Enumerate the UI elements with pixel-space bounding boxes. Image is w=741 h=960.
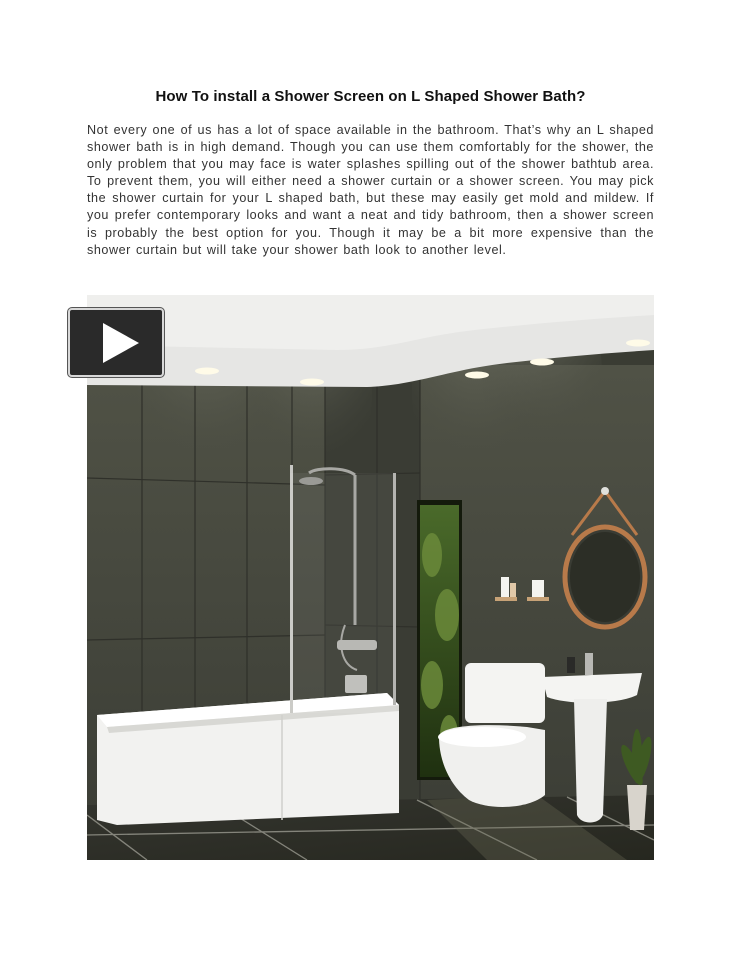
body-paragraph: Not every one of us has a lot of space available in the bathroom. That’s why an L shaped shower bath is in high demand. Though you can use them comfortably for the shower, the only problem that you may face is water splashes spilling out of the shower bathtub area. To prevent them, you will either need a shower curtain or a shower screen. You may pick the shower curtain for your L shaped bath, but these may easily get mold and mildew. If you prefer contemporary looks and want a neat and tidy bathroom, then a shower screen is probably the best option for you. Though it may be a bit more expensive than the shower curtain but will take your shower bath look to another level. bbox=[87, 123, 654, 257]
video-play-button[interactable] bbox=[68, 308, 164, 377]
basin-tap bbox=[585, 653, 593, 675]
shower-head bbox=[299, 477, 323, 485]
basin bbox=[542, 673, 642, 703]
shelf bbox=[495, 597, 517, 601]
shower-valve bbox=[337, 640, 377, 650]
plant-pot bbox=[627, 785, 647, 830]
pedestal bbox=[574, 699, 607, 823]
page-title: How To install a Shower Screen on L Shaped Shower Bath? bbox=[155, 88, 586, 105]
bathroom-photo bbox=[87, 295, 654, 860]
shelf bbox=[527, 597, 549, 601]
bath-tap bbox=[345, 675, 367, 693]
play-icon bbox=[103, 323, 139, 363]
toilet-cistern bbox=[465, 663, 545, 723]
